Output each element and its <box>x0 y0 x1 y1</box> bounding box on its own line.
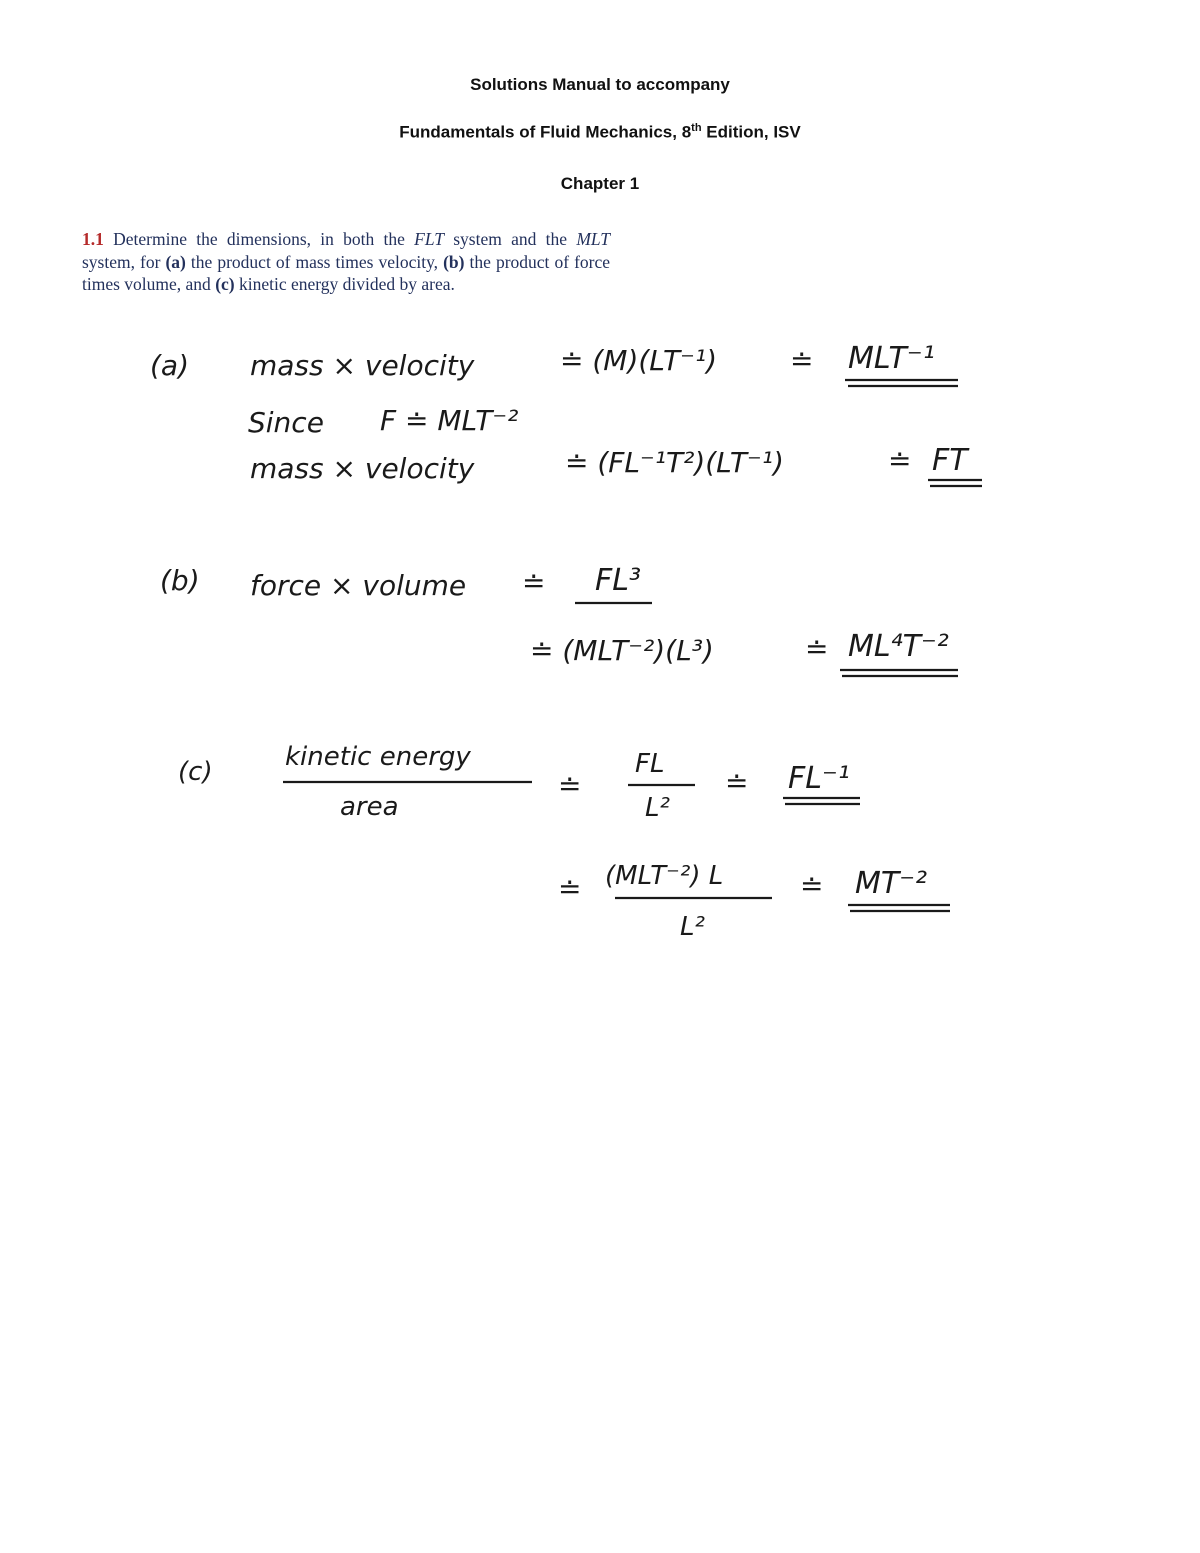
mlt-term: MLT <box>576 229 611 249</box>
part-a-result2: FT <box>932 443 968 478</box>
part-a-result2-underline <box>928 480 982 486</box>
part-a-line3-left: mass × velocity <box>250 452 475 485</box>
part-a-line1-mid: ≐ (M)(LT⁻¹) <box>560 344 718 377</box>
manual-title: Solutions Manual to accompany <box>470 75 730 94</box>
part-a-line1-eq: ≐ <box>790 344 814 377</box>
chapter-title: Chapter 1 <box>560 174 640 193</box>
problem-text: kinetic energy divided by area. <box>234 274 455 294</box>
problem-number: 1.1 <box>82 229 104 249</box>
part-b-marker: (b) <box>443 251 465 272</box>
problem-text: system and the <box>443 229 577 249</box>
part-a-since-eq: F ≐ MLT⁻² <box>380 404 519 437</box>
part-c-frac1-den: L² <box>645 793 670 823</box>
problem-text: Determine the dimensions, in both the <box>103 229 415 249</box>
part-b-left: force × volume <box>250 569 467 602</box>
part-c-frac2-den: L² <box>680 912 705 942</box>
part-c-eq1: ≐ <box>558 769 582 802</box>
part-c-eq3: ≐ <box>558 872 582 905</box>
part-c-marker: (c) <box>215 274 235 294</box>
part-a-result1: MLT⁻¹ <box>848 341 935 376</box>
part-a-since: Since <box>248 406 324 439</box>
part-c-label: (c) <box>178 757 213 787</box>
part-a-label: (a) <box>150 349 190 382</box>
part-b-result2-underline <box>840 670 958 676</box>
part-c-numerator: kinetic energy <box>285 742 471 772</box>
part-b-label: (b) <box>160 564 200 597</box>
part-c-frac2-num: (MLT⁻²) L <box>605 861 724 891</box>
problem-text: the product of force times volume, and <box>82 251 611 294</box>
book-title-edition: Edition, ISV <box>701 122 801 142</box>
part-c-frac1-num: FL <box>635 749 665 779</box>
part-c-eq4: ≐ <box>800 869 824 902</box>
part-b-result2: ML⁴T⁻² <box>848 629 949 664</box>
part-a-line3-mid: ≐ (FL⁻¹T²)(LT⁻¹) <box>565 446 784 479</box>
part-c-result2-underline <box>848 905 950 911</box>
part-a-line1-left: mass × velocity <box>250 349 475 382</box>
book-title-main: Fundamentals of Fluid Mechanics, 8 <box>399 122 692 142</box>
part-c-result1-underline <box>783 798 860 804</box>
part-a-line3-eq: ≐ <box>888 444 912 477</box>
problem-text: system, for <box>82 251 166 272</box>
part-a-marker: (a) <box>165 251 186 272</box>
edition-superscript: th <box>691 122 702 134</box>
part-c-denominator: area <box>340 792 399 822</box>
flt-term: FLT <box>414 229 444 249</box>
part-b-line2-mid: ≐ (MLT⁻²)(L³) <box>530 634 714 667</box>
part-b-result1: FL³ <box>595 563 641 598</box>
part-a-result1-underline <box>845 380 958 386</box>
part-c-result2: MT⁻² <box>855 866 928 901</box>
part-b-line2-eq: ≐ <box>805 632 829 665</box>
part-c-result1: FL⁻¹ <box>788 761 850 796</box>
part-c-eq2: ≐ <box>725 766 749 799</box>
part-b-eq1: ≐ <box>522 566 546 599</box>
problem-text: the product of mass times velocity, <box>185 251 444 272</box>
